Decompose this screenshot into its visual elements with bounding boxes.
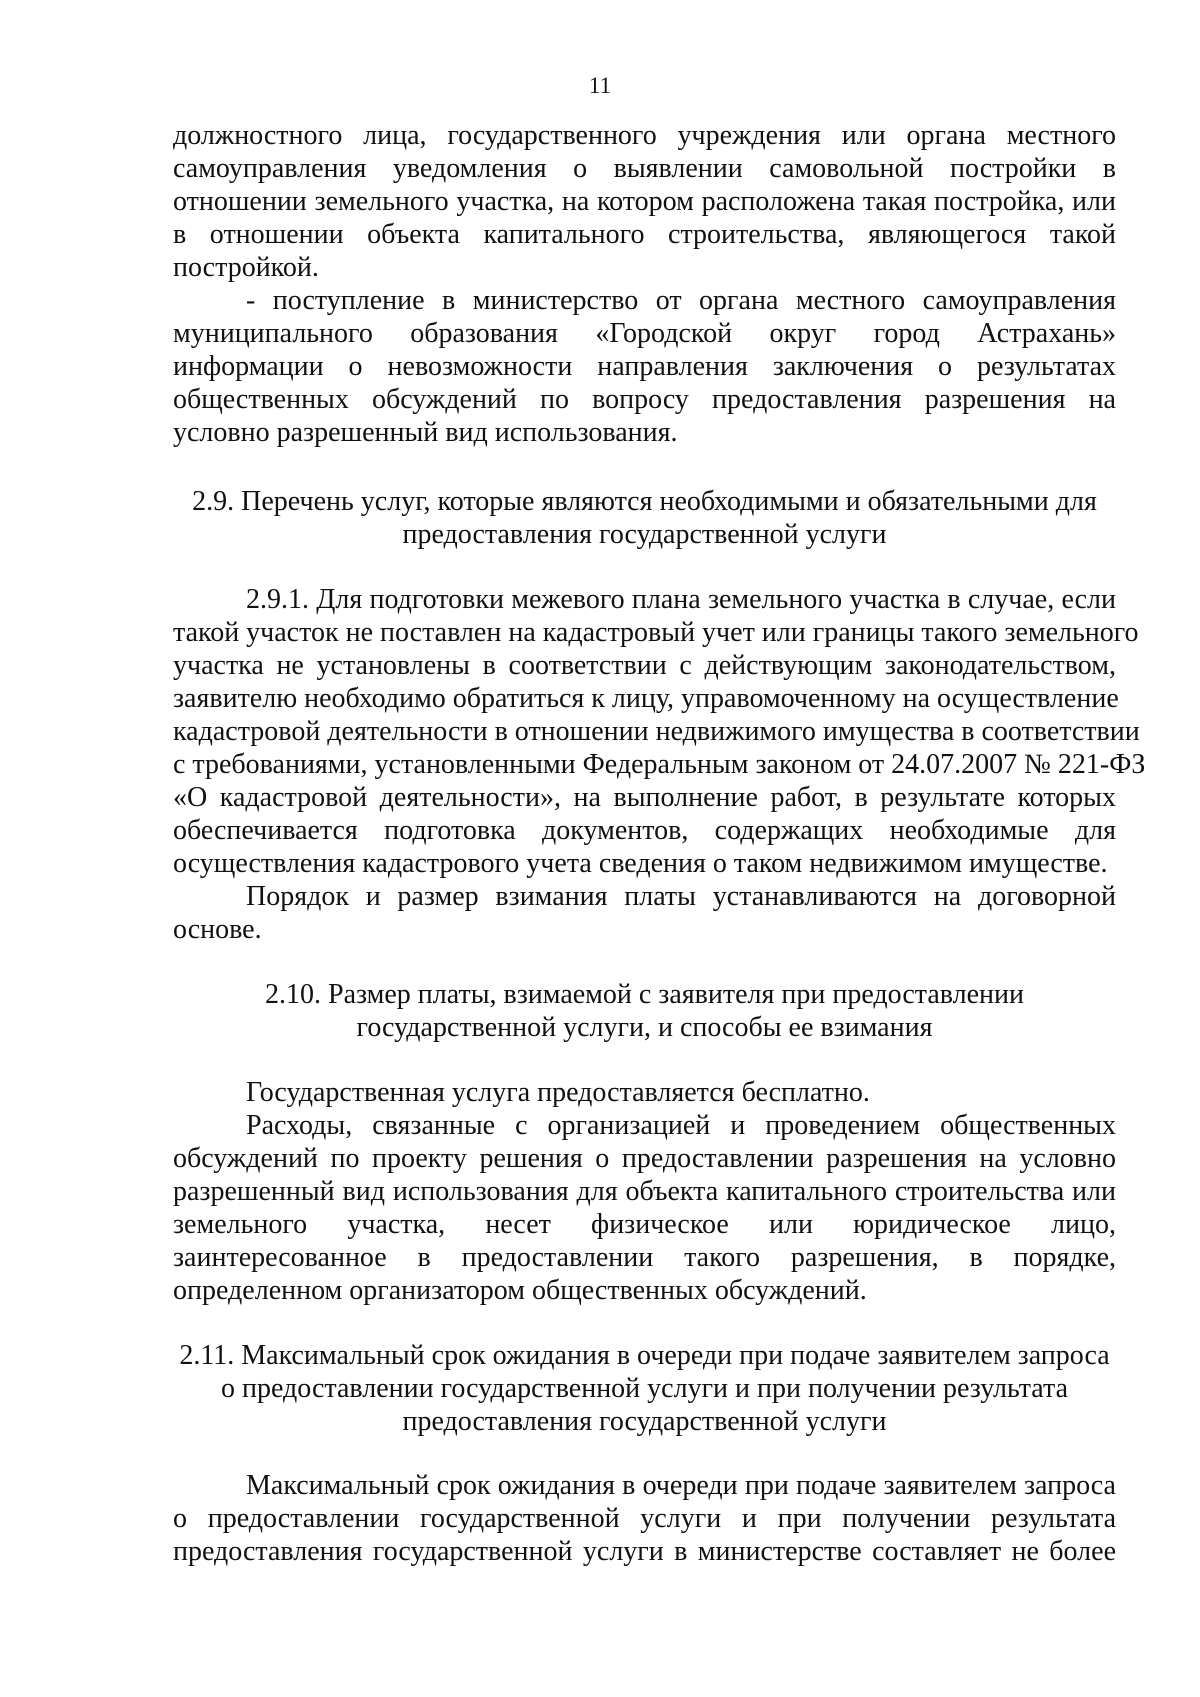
text-line: обсуждений по проекту решения о предоставлении разрешения на условно — [173, 1143, 1116, 1174]
heading-line: предоставления государственной услуги — [402, 1406, 887, 1437]
text-line: о предоставлении государственной услуги и при получении результата — [173, 1503, 1116, 1534]
text-line: разрешенный вид использования для объекта капитального строительства или — [173, 1176, 1116, 1207]
text-line: предоставления государственной услуги в министерстве составляет не более — [173, 1536, 1116, 1567]
text-line: кадастровой деятельности в отношении недвижимого имущества в соответствии — [173, 716, 1140, 747]
text-line: Максимальный срок ожидания в очереди при подаче заявителем запроса — [246, 1470, 1116, 1501]
text-line: 2.9.1. Для подготовки межевого плана земельного участка в случае, если — [246, 584, 1116, 615]
paragraph-max-wait — [173, 1469, 1116, 1568]
text-line: основе. — [173, 914, 262, 945]
paragraph-payment-order — [173, 880, 1116, 946]
text-line: такой участок не поставлен на кадастровый учет или границы такого земельного — [173, 617, 1139, 648]
paragraph-receipt — [173, 284, 1116, 449]
text-line: информации о невозможности направления заключения о результатах — [173, 351, 1116, 382]
text-line: Порядок и размер взимания платы устанавливаются на договорной — [246, 881, 1116, 912]
text-line: должностного лица, государственного учреждения или органа местного — [173, 120, 1116, 151]
text-line: обеспечивается подготовка документов, содержащих необходимые для — [173, 815, 1116, 846]
text-line: отношении земельного участка, на котором расположена такая постройка, или — [173, 186, 1116, 217]
heading-line: 2.9. Перечень услуг, которые являются необходимыми и обязательными для — [192, 486, 1097, 517]
text-line: заинтересованное в предоставлении такого разрешения, в порядке, — [173, 1242, 1116, 1273]
text-line: постройкой. — [173, 252, 319, 283]
text-line: самоуправления уведомления о выявлении самовольной постройки в — [173, 153, 1116, 184]
text-line: Государственная услуга предоставляется бесплатно. — [246, 1077, 870, 1108]
paragraph-continuation — [173, 119, 1116, 284]
heading-line: о предоставлении государственной услуги и при получении результата — [220, 1373, 1069, 1404]
text-line: определенном организатором общественных обсуждений. — [173, 1275, 867, 1306]
text-line: участка не установлены в соответствии с действующим законодательством, — [173, 650, 1116, 681]
heading-2-10 — [173, 978, 1116, 1044]
page-number: 11 — [588, 73, 612, 98]
paragraph-expenses — [173, 1109, 1116, 1307]
text-line: земельного участка, несет физическое или юридическое лицо, — [173, 1209, 1116, 1240]
text-line: заявителю необходимо обратиться к лицу, управомоченному на осуществление — [173, 683, 1119, 714]
heading-line: 2.10. Размер платы, взимаемой с заявителя при предоставлении — [265, 979, 1024, 1010]
text-line: условно разрешенный вид использования. — [173, 417, 678, 448]
text-line: Расходы, связанные с организацией и проведением общественных — [246, 1110, 1116, 1141]
heading-2-11 — [173, 1339, 1116, 1438]
text-line: с требованиями, установленными Федеральным законом от 24.07.2007 № 221-ФЗ — [173, 749, 1146, 780]
text-line: общественных обсуждений по вопросу предоставления разрешения на — [173, 384, 1116, 415]
paragraph-2-9-1 — [173, 583, 1146, 880]
heading-line: государственной услуги, и способы ее взимания — [356, 1012, 933, 1043]
text-line: осуществления кадастрового учета сведения о таком недвижимом имуществе. — [173, 848, 1108, 879]
paragraph-free — [173, 1076, 1116, 1109]
text-line: - поступление в министерство от органа местного самоуправления — [246, 285, 1116, 316]
text-line: муниципального образования «Городской округ город Астрахань» — [173, 318, 1116, 349]
heading-line: 2.11. Максимальный срок ожидания в очереди при подаче заявителем запроса — [179, 1340, 1110, 1371]
text-line: «О кадастровой деятельности», на выполнение работ, в результате которых — [173, 782, 1116, 813]
heading-2-9 — [173, 485, 1116, 551]
heading-line: предоставления государственной услуги — [402, 519, 887, 550]
text-line: в отношении объекта капитального строительства, являющегося такой — [173, 219, 1116, 250]
